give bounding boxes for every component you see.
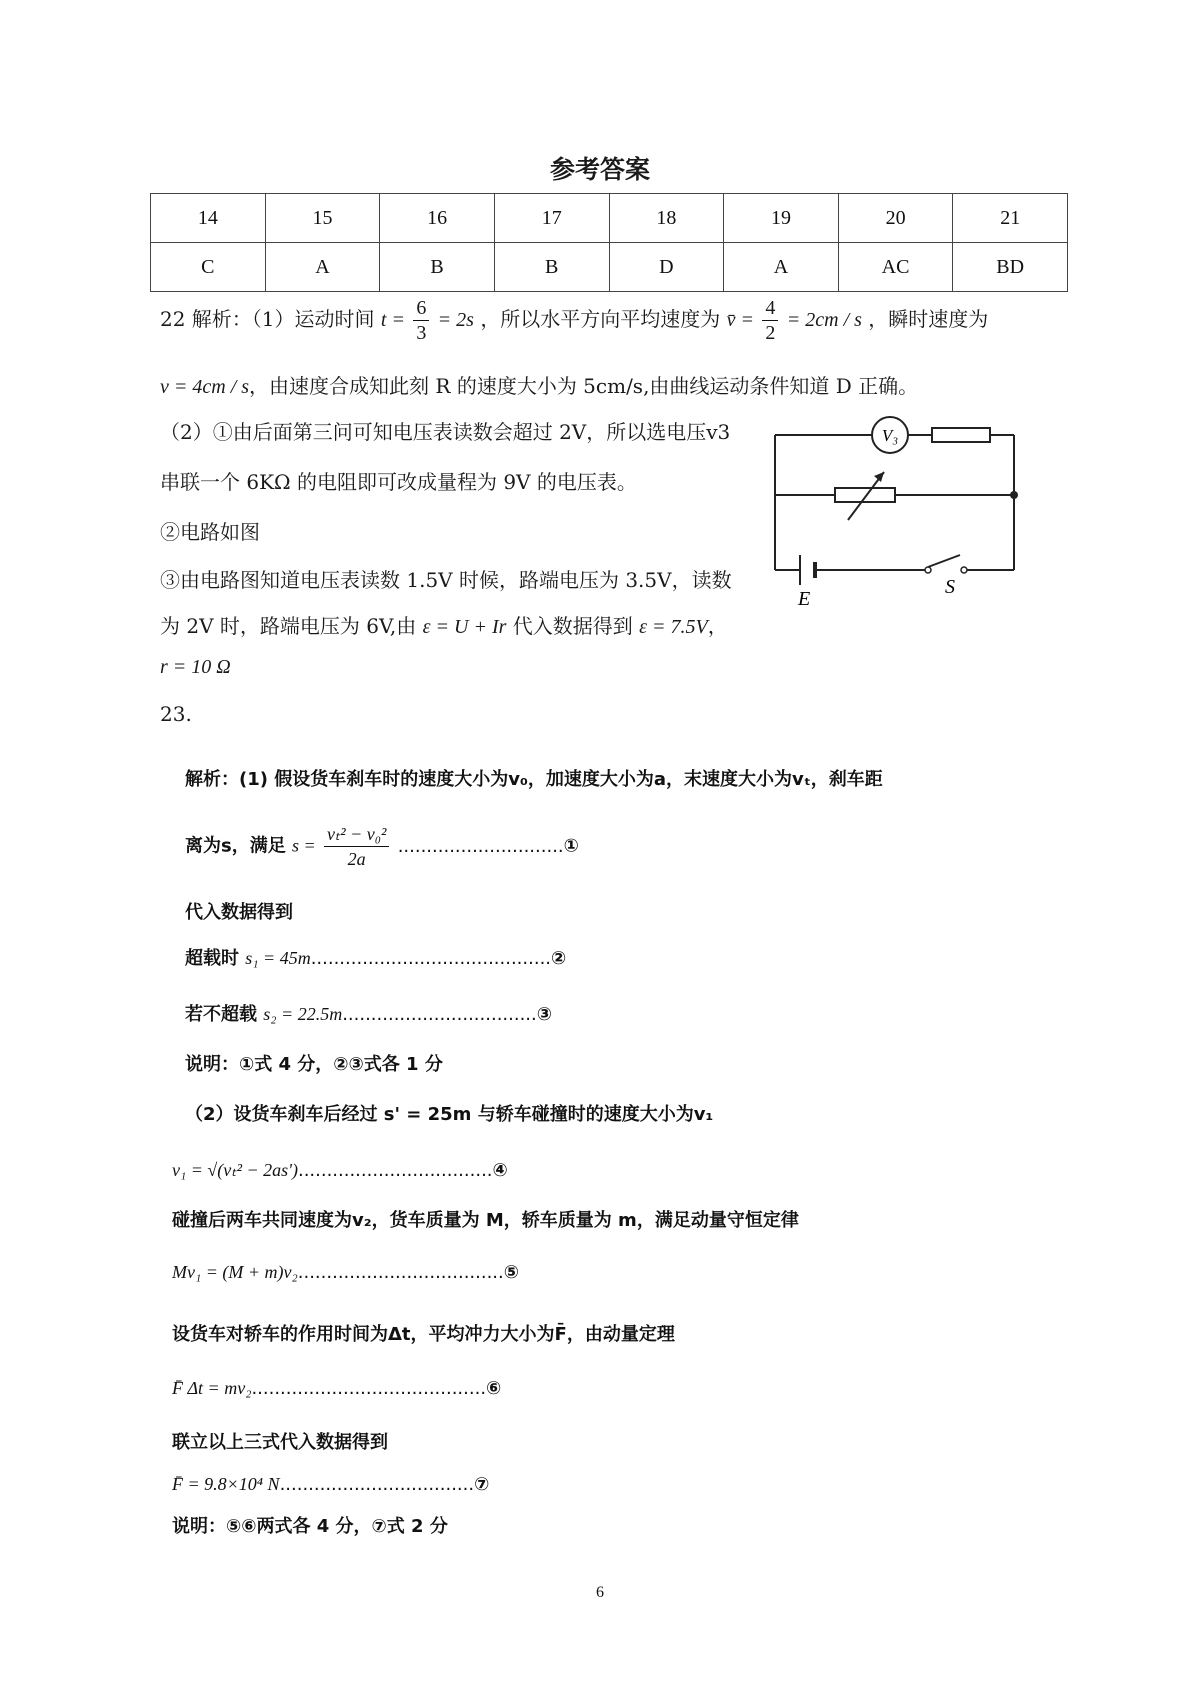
q23-number: 23. xyxy=(160,702,192,726)
q23-line-11: 设货车对轿车的作用时间为Δt，平均冲力大小为F̄，由动量定理 xyxy=(172,1324,675,1345)
junction-dot xyxy=(1010,491,1018,499)
q23-line-4: 超载时 s₁ = 45m..........................................② xyxy=(185,948,567,969)
q23-line-14: F̄ = 9.8×10⁴ N..................................⑦ xyxy=(172,1474,490,1495)
resistor-icon xyxy=(932,428,990,442)
q23-line-1: 解析：(1) 假设货车刹车时的速度大小为v₀，加速度大小为a，末速度大小为vₜ，刹车距 xyxy=(185,769,883,790)
q22-line-7: 为 2V 时，路端电压为 6V,由 ε = U + Ir 代入数据得到 ε = 7.5V， xyxy=(160,614,728,638)
table-cell: 15 xyxy=(265,194,380,243)
q22-line-1: 22 解析：（1）运动时间 t = $\frac{6}{3}$ = 2s ，所以水平方向平均速度为 v̄ = $\frac{4}{2}$ = 2cm / s ，瞬时速度为 xyxy=(160,297,989,344)
table-cell: B xyxy=(494,243,609,292)
table-cell: 21 xyxy=(953,194,1068,243)
q23-line-6: 说明：①式 4 分，②③式各 1 分 xyxy=(185,1054,443,1075)
q23-line-9: 碰撞后两车共同速度为v₂，货车质量为 M，轿车质量为 m，满足动量守恒定律 xyxy=(172,1210,799,1231)
table-cell: BD xyxy=(953,243,1068,292)
svg-text:E: E xyxy=(798,588,811,610)
table-cell: B xyxy=(380,243,495,292)
svg-text:S: S xyxy=(945,576,955,598)
q23-line-12: F̄ Δt = mv₂.........................................⑥ xyxy=(172,1378,502,1399)
circuit-diagram xyxy=(760,410,1020,610)
q22-line-3: （2）①由后面第三问可知电压表读数会超过 2V，所以选电压v3 xyxy=(160,420,731,444)
q23-line-5: 若不超载 s₂ = 22.5m..................................③ xyxy=(185,1004,552,1025)
q23-line-15: 说明：⑤⑥两式各 4 分，⑦式 2 分 xyxy=(172,1516,448,1537)
table-cell: C xyxy=(151,243,266,292)
q22-line-2: v = 4cm / s，由速度合成知此刻 R 的速度大小为 5cm/s,由曲线运动条件知道 D 正确。 xyxy=(160,374,919,398)
battery-icon xyxy=(797,555,815,610)
q22-line-4: 串联一个 6KΩ 的电阻即可改成量程为 9V 的电压表。 xyxy=(160,470,637,494)
q23-line-2: 离为s，满足 s = $\frac{\text{vₜ² − v₀²}}{2a}$ .............................① xyxy=(185,824,579,869)
table-row-choices xyxy=(151,243,1068,292)
table-cell: 19 xyxy=(724,194,839,243)
fraction: $\frac{4}{2}$ xyxy=(762,296,778,345)
table-cell: D xyxy=(609,243,724,292)
q23-line-13: 联立以上三式代入数据得到 xyxy=(172,1432,388,1453)
page-title: 参考答案 xyxy=(549,155,650,184)
table-cell: 18 xyxy=(609,194,724,243)
fraction: $\frac{6}{3}$ xyxy=(413,296,429,345)
table-cell: A xyxy=(724,243,839,292)
switch-icon xyxy=(925,555,967,598)
rheostat-icon xyxy=(835,472,895,520)
voltmeter-icon xyxy=(872,417,908,453)
q22-line-8: r = 10 Ω xyxy=(160,656,231,678)
page-number: 6 xyxy=(596,1584,604,1601)
table-cell: 20 xyxy=(838,194,953,243)
table-cell: 14 xyxy=(151,194,266,243)
q23-line-10: Mv₁ = (M + m)v₂....................................⑤ xyxy=(172,1262,519,1283)
fraction: $\frac{\text{vₜ² − v₀²}}{2a}$ xyxy=(324,822,389,871)
table-cell: A xyxy=(265,243,380,292)
q22-line-5: ②电路如图 xyxy=(160,520,260,544)
q22-line-6: ③由电路图知道电压表读数 1.5V 时候，路端电压为 3.5V，读数 xyxy=(160,568,732,592)
q23-line-8: v₁ = √(vₜ² − 2as')..................................④ xyxy=(172,1160,508,1181)
table-cell: 16 xyxy=(380,194,495,243)
table-cell: 17 xyxy=(494,194,609,243)
svg-text:V₃: V₃ xyxy=(881,426,899,445)
q23-line-7: （2）设货车刹车后经过 s' = 25m 与轿车碰撞时的速度大小为v₁ xyxy=(185,1104,714,1125)
q23-line-3: 代入数据得到 xyxy=(185,902,293,923)
table-row-numbers xyxy=(151,194,1068,243)
table-cell: AC xyxy=(838,243,953,292)
answer-table xyxy=(150,193,1068,292)
